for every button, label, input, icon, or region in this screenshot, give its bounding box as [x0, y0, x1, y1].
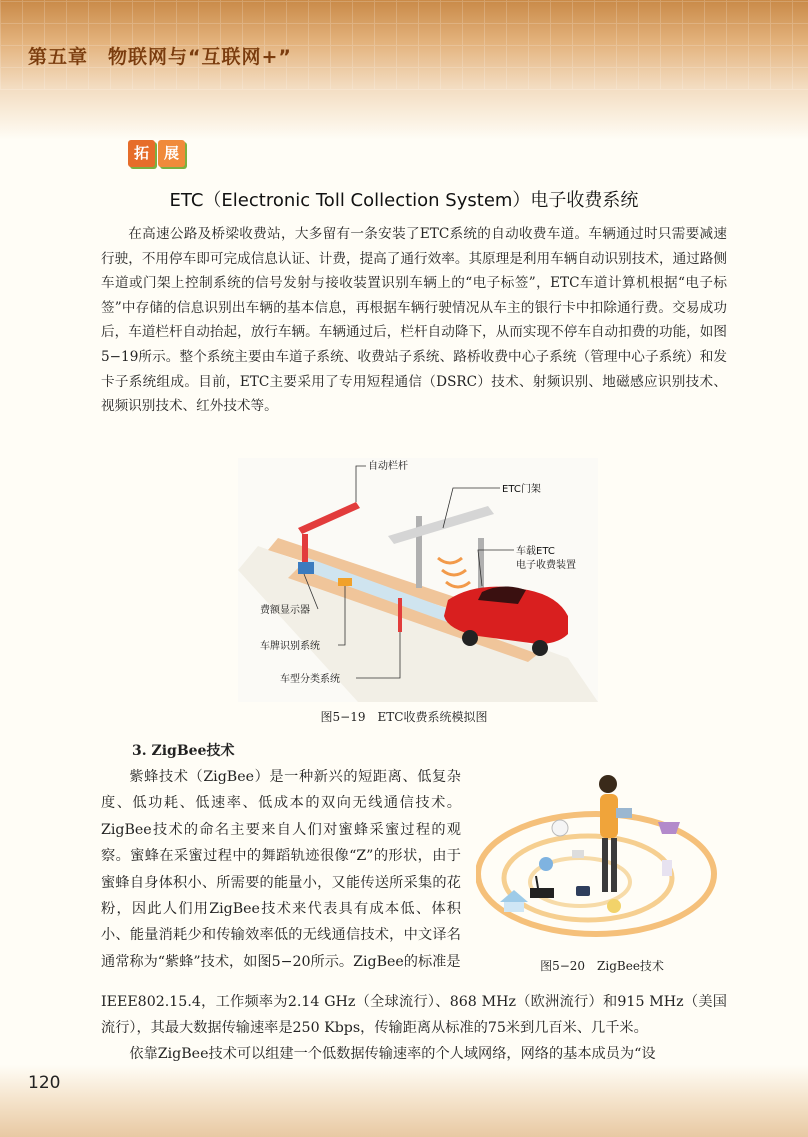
car-wheel	[462, 630, 478, 646]
page-number: 120	[28, 1073, 61, 1093]
label-auto-barrier: 自动栏杆	[368, 461, 408, 472]
section-heading-zigbee: 3. ZigBee技术	[132, 743, 235, 759]
car-wheel-2	[532, 640, 548, 656]
label-onboard-device-2: 电子收费装置	[516, 560, 576, 571]
section-title: ETC（Electronic Toll Collection System）电子收费系统	[169, 190, 639, 211]
etc-paragraph: 在高速公路及桥梁收费站，大多留有一条安装了ETC系统的自动收费车道。车辆通过时只需要减速行驶，不用停车即可完成信息认证、计费，提高了通行效率。其原理是利用车辆自动识别技术，通过路侧车道或门架上控制系统的信号发射与接收装置识别车辆上的“电子标签”，ETC车道计算机根据“电子标签”中存储的信息识别出车辆的基本信息，再根据车辆行驶情况从车主的银行卡中扣除通行费。交易成功后，车道栏杆自动抬起，放行车辆。车辆通过后，栏杆自动降下，从而实现不停车自动扣费的功能，如图5−19所示。整个系统主要由车道子系统、收费站子系统、路桥收费中心子系统（管理中心子系统）和发卡子系统组成。目前，ETC主要采用了专用短程通信（DSRC）技术、射频识别、地磁感应识别技术、视频识别技术、红外技术等。	[101, 226, 727, 415]
page-footer-band	[0, 1065, 808, 1137]
classification-post	[398, 598, 402, 632]
bulb-icon	[552, 820, 568, 836]
label-etc-gantry: ETC门架	[502, 484, 541, 495]
label-plate-recognition: 车牌识别系统	[260, 641, 320, 652]
house-base	[504, 902, 524, 912]
zigbee-paragraph: 紫蜂技术（ZigBee）是一种新兴的短距离、低复杂度、低功耗、低速率、低成本的双向无线通信技术。ZigBee技术的命名主要来自人们对蜜蜂采蜜过程的观察。蜜蜂在采蜜过程中的舞蹈轨迹很像“Z”的形状，由于蜜蜂自身体积小、所需要的能量小，又能传送所采集的花粉，因此人们用ZigBee技术来代表具有成本低、体积小、能量消耗少和传输效率低的无线通信技术，中文译名通常称为“紫蜂”技术，如图5−20所示。ZigBee的标准是	[101, 769, 461, 970]
figure-caption-5-20: 图5−20 ZigBee技术	[540, 959, 664, 973]
badge-char-left: 拓	[128, 140, 155, 167]
person-body	[600, 794, 618, 838]
badge-char-right: 展	[158, 140, 185, 167]
router-icon	[530, 888, 554, 898]
phone-icon	[576, 886, 590, 896]
tablet-icon	[616, 808, 632, 818]
zigbee-figure	[476, 764, 728, 944]
etc-system-figure	[238, 458, 598, 702]
camera-icon	[338, 578, 352, 586]
zigbee-paragraph-continued: IEEE802.15.4，工作频率为2.14 GHz（全球流行）、868 MHz（欧洲流行）和915 MHz（美国流行），其最大数据传输速率是250 Kbps，传输距离从标准的75米到几百米、几千米。	[101, 994, 727, 1036]
label-vehicle-classification: 车型分类系统	[280, 674, 340, 685]
chapter-title: 第五章 物联网与“互联网+”	[28, 46, 292, 68]
label-fee-display: 费额显示器	[260, 605, 310, 616]
device-icon	[572, 850, 584, 858]
lamp-icon	[607, 899, 621, 913]
extension-badge	[128, 140, 185, 167]
person-head	[599, 775, 617, 793]
zigbee-next-paragraph: 依靠ZigBee技术可以组建一个低数据传输速率的个人域网络，网络的基本成员为“设	[129, 1046, 656, 1062]
sensor-icon	[539, 857, 553, 871]
fee-display-icon	[298, 562, 314, 574]
label-onboard-device-1: 车载ETC	[516, 546, 555, 557]
page-header-band	[0, 0, 808, 140]
person-leg-2	[611, 838, 617, 892]
switch-icon	[662, 860, 672, 876]
person-leg	[602, 838, 608, 892]
figure-caption-5-19: 图5−19 ETC收费系统模拟图	[320, 710, 488, 724]
barrier-post	[302, 534, 308, 564]
